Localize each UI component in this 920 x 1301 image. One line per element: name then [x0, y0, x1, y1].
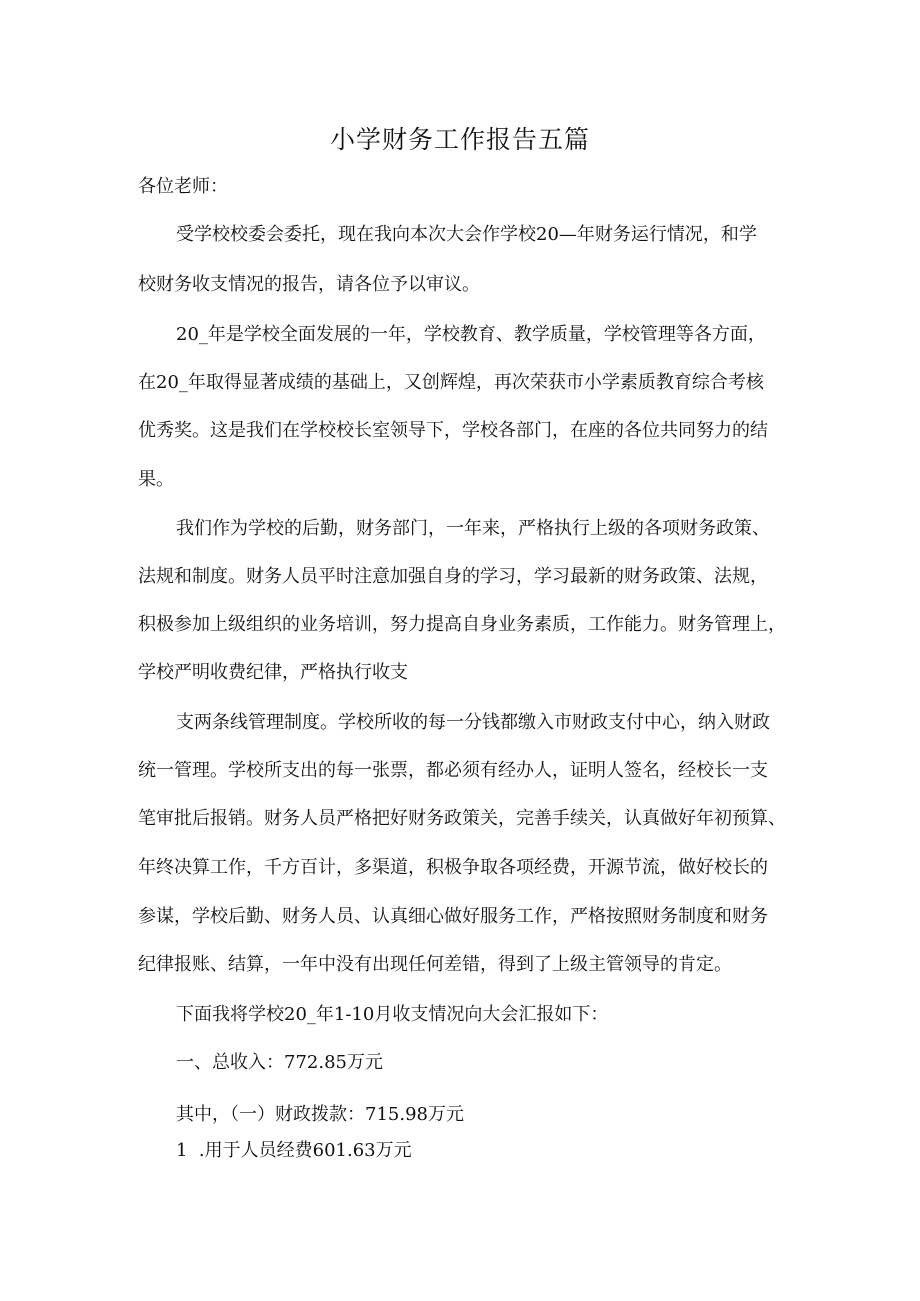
salutation: 各位老师： — [138, 176, 228, 197]
paragraph-line: 20_年是学校全面发展的一年，学校教育、教学质量，学校管理等各方面， — [176, 324, 766, 345]
paragraph-line: 下面我将学校20_年1-10月收支情况向大会汇报如下： — [176, 1004, 609, 1025]
paragraph-line: 法规和制度。财务人员平时注意加强自身的学习，学习最新的财务政策、法规， — [138, 566, 768, 587]
paragraph-line: 年终决算工作，千方百计，多渠道，积极争取各项经费，开源节流，做好校长的 — [138, 857, 768, 878]
paragraph-line: 纪律报账、结算，一年中没有出现任何差错，得到了上级主管领导的肯定。 — [138, 954, 732, 975]
paragraph-line: 在20_年取得显著成绩的基础上，又创辉煌，再次荣获市小学素质教育综合考核 — [138, 372, 764, 393]
paragraph-line: 受学校校委会委托，现在我向本次大会作学校20—年财务运行情况，和学 — [176, 224, 757, 245]
section-heading: 一、总收入：772.85万元 — [176, 1052, 383, 1073]
list-item: 1 .用于人员经费601.63万元 — [176, 1140, 412, 1161]
paragraph-line: 优秀奖。这是我们在学校校长室领导下，学校各部门，在座的各位共同努力的结 — [138, 420, 768, 441]
paragraph-line: 笔审批后报销。财务人员严格把好财务政策关，完善手续关，认真做好年初预算、 — [138, 808, 786, 829]
paragraph-line: 学校严明收费纪律，严格执行收支 — [138, 662, 408, 683]
paragraph-line: 参谋，学校后勤、财务人员、认真细心做好服务工作，严格按照财务制度和财务 — [138, 906, 768, 927]
document-title: 小学财务工作报告五篇 — [329, 125, 590, 154]
paragraph-line: 统一管理。学校所支出的每一张票，都必须有经办人，证明人签名，经校长一支 — [138, 760, 768, 781]
paragraph-line: 其中，（一）财政拨款：715.98万元 — [176, 1104, 464, 1125]
paragraph-line: 果。 — [138, 469, 174, 490]
paragraph-line: 我们作为学校的后勤，财务部门，一年来，严格执行上级的各项财务政策、 — [176, 518, 770, 539]
paragraph-line: 校财务收支情况的报告，请各位予以审议。 — [138, 274, 480, 295]
paragraph-line: 支两条线管理制度。学校所收的每一分钱都缴入市财政支付中心，纳入财政 — [176, 712, 770, 733]
paragraph-line: 积极参加上级组织的业务培训，努力提高自身业务素质，工作能力。财务管理上， — [138, 614, 786, 635]
